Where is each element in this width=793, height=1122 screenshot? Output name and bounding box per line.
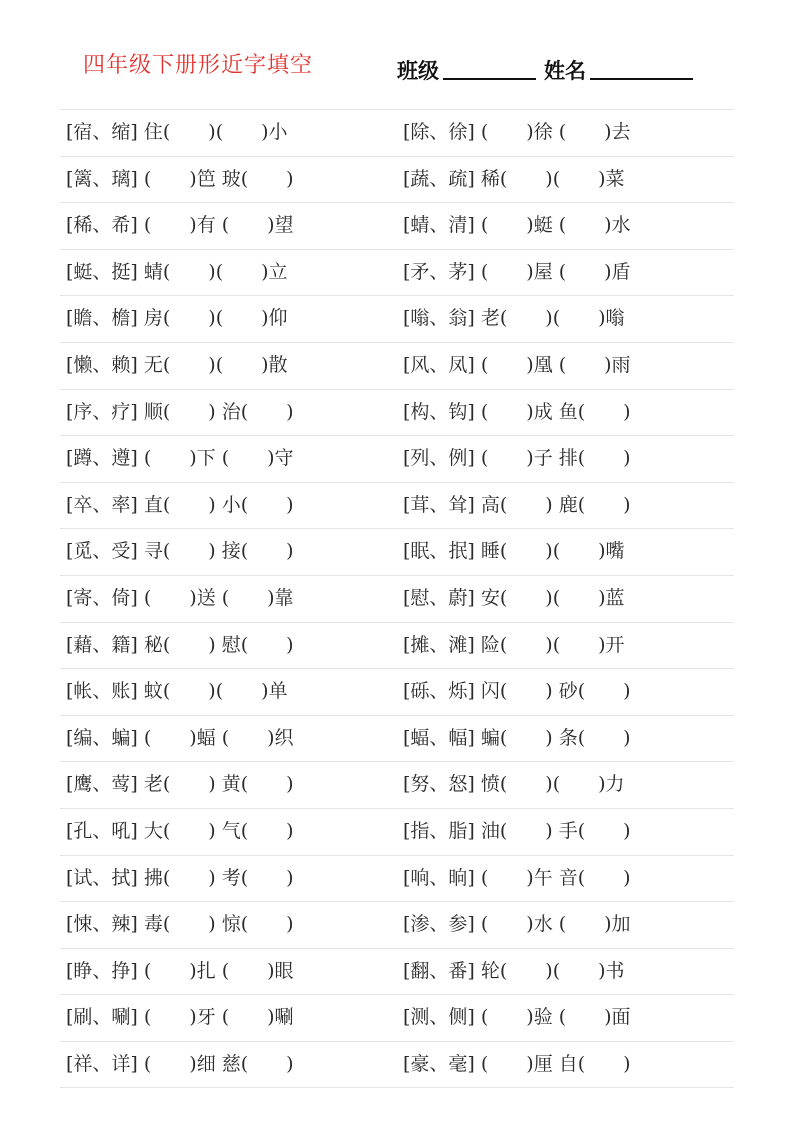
exercise-item-right[interactable]: [砾、烁] 闪( ) 砂( ) (403, 680, 631, 703)
exercise-row (60, 1042, 734, 1089)
exercise-item-left[interactable]: [瞻、檐] 房( )( )仰 (66, 307, 288, 330)
exercise-row (60, 576, 734, 623)
exercise-item-left[interactable]: [试、拭] 拂( ) 考( ) (66, 866, 294, 889)
exercise-item-left[interactable]: [睁、挣] ( )扎 ( )眼 (66, 959, 294, 982)
exercise-item-left[interactable]: [懒、赖] 无( )( )散 (66, 353, 288, 376)
exercise-item-left[interactable]: [悚、辣] 毒( ) 惊( ) (66, 913, 294, 936)
class-blank-line[interactable] (443, 56, 536, 80)
exercise-item-right[interactable]: [测、侧] ( )验 ( )面 (403, 1006, 631, 1029)
exercise-item-right[interactable]: [摊、滩] 险( )( )开 (403, 633, 625, 656)
exercise-row (60, 995, 734, 1042)
student-info (397, 55, 693, 85)
exercise-item-right[interactable]: [眠、抿] 睡( )( )嘴 (403, 540, 625, 563)
worksheet-title: 四年级下册形近字填空 (83, 53, 314, 78)
exercise-item-right[interactable]: [风、凤] ( )凰 ( )雨 (403, 353, 631, 376)
exercise-row (60, 436, 734, 483)
exercise-row (60, 250, 734, 297)
exercise-row (60, 157, 734, 204)
exercise-item-right[interactable]: [蔬、疏] 稀( )( )菜 (403, 167, 625, 190)
exercise-row (60, 762, 734, 809)
exercise-item-left[interactable]: [寄、倚] ( )送 ( )靠 (66, 586, 294, 609)
exercise-item-right[interactable]: [努、怒] 愤( )( )力 (403, 773, 625, 796)
exercise-item-left[interactable]: [帐、账] 蚊( )( )单 (66, 680, 288, 703)
exercise-item-left[interactable]: [卒、率] 直( ) 小( ) (66, 493, 294, 516)
exercise-item-right[interactable]: [矛、茅] ( )屋 ( )盾 (403, 260, 631, 283)
exercise-item-left[interactable]: [觅、受] 寻( ) 接( ) (66, 540, 294, 563)
exercise-item-right[interactable]: [豪、毫] ( )厘 自( ) (403, 1052, 631, 1075)
exercise-row (60, 343, 734, 390)
exercise-item-right[interactable]: [慰、蔚] 安( )( )蓝 (403, 586, 625, 609)
exercise-item-right[interactable]: [除、徐] ( )徐 ( )去 (403, 121, 631, 143)
exercise-item-left[interactable]: [蜓、挺] 蜻( )( )立 (66, 260, 288, 283)
exercise-row (60, 529, 734, 576)
exercise-row (60, 949, 734, 996)
exercise-row (60, 203, 734, 250)
exercise-item-left[interactable]: [宿、缩] 住( )( )小 (66, 121, 288, 143)
exercise-item-right[interactable]: [响、晌] ( )午 音( ) (403, 866, 631, 889)
exercise-item-right[interactable]: [茸、耸] 高( ) 鹿( ) (403, 493, 631, 516)
exercise-item-right[interactable]: [蜻、清] ( )蜓 ( )水 (403, 214, 631, 237)
exercise-item-right[interactable]: [渗、参] ( )水 ( )加 (403, 913, 631, 936)
exercise-row (60, 856, 734, 903)
exercise-row (60, 669, 734, 716)
class-label: 班级 (397, 59, 439, 83)
name-blank-line[interactable] (590, 56, 693, 80)
exercise-row (60, 902, 734, 949)
exercise-row (60, 809, 734, 856)
exercise-item-left[interactable]: [编、蝙] ( )蝠 ( )织 (66, 726, 294, 749)
name-label: 姓名 (544, 59, 586, 83)
exercise-item-left[interactable]: [祥、详] ( )细 慈( ) (66, 1052, 294, 1075)
exercise-row (60, 623, 734, 670)
exercise-item-left[interactable]: [孔、吼] 大( ) 气( ) (66, 819, 294, 842)
exercise-item-right[interactable]: [嗡、翁] 老( )( )嗡 (403, 307, 625, 330)
exercise-item-left[interactable]: [稀、希] ( )有 ( )望 (66, 214, 294, 237)
exercise-item-right[interactable]: [蝠、幅] 蝙( ) 条( ) (403, 726, 631, 749)
exercise-item-right[interactable]: [指、脂] 油( ) 手( ) (403, 819, 631, 842)
exercise-item-right[interactable]: [翻、番] 轮( )( )书 (403, 959, 625, 982)
exercise-item-left[interactable]: [篱、璃] ( )笆 玻( ) (66, 167, 294, 190)
exercise-row (60, 110, 734, 157)
exercise-table (60, 109, 734, 1088)
exercise-item-left[interactable]: [鹰、莺] 老( ) 黄( ) (66, 773, 294, 796)
exercise-item-left[interactable]: [藉、籍] 秘( ) 慰( ) (66, 633, 294, 656)
exercise-item-right[interactable]: [构、钩] ( )成 鱼( ) (403, 400, 631, 423)
exercise-row (60, 296, 734, 343)
exercise-item-right[interactable]: [列、例] ( )子 排( ) (403, 447, 631, 470)
exercise-row (60, 390, 734, 437)
exercise-item-left[interactable]: [序、疗] 顺( ) 治( ) (66, 400, 294, 423)
exercise-item-left[interactable]: [刷、唰] ( )牙 ( )唰 (66, 1006, 294, 1029)
exercise-row (60, 716, 734, 763)
exercise-item-left[interactable]: [蹲、遵] ( )下 ( )守 (66, 447, 294, 470)
exercise-row (60, 483, 734, 530)
